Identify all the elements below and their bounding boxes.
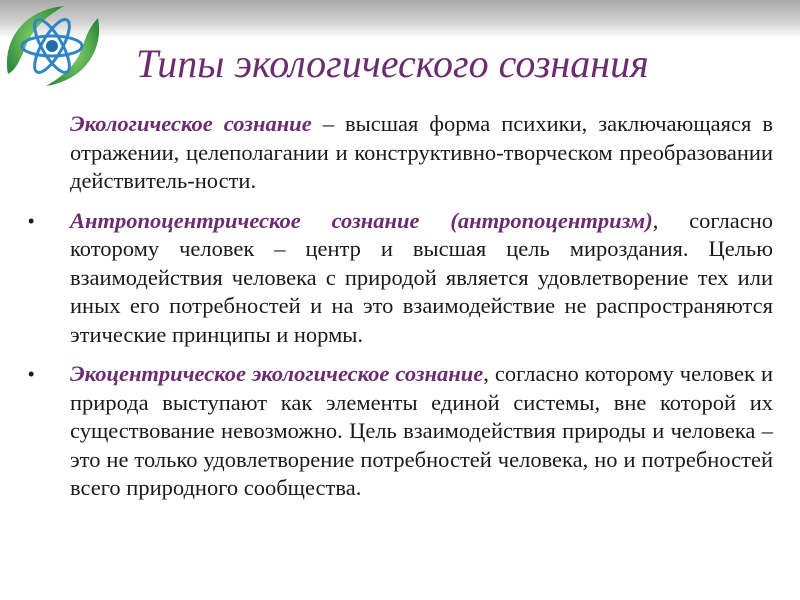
bullet-term: Антропоцентрическое сознание (антропоцентризм) (70, 207, 653, 233)
definition-text: – высшая форма психики, заключающаяся в отражении, целеполагании и конструктивно-творческом преобразовании действитель-ности. (70, 111, 773, 193)
header-gradient-bar (0, 0, 800, 38)
slide-title: Типы экологического сознания (136, 41, 649, 86)
definition-paragraph (70, 110, 773, 196)
bullet-marker-icon: • (28, 364, 35, 384)
bullet-item-ecocentric (28, 360, 773, 503)
bullet-term: Экоцентрическое экологическое сознание (70, 361, 484, 386)
bullet-text: , согласно которому человек и природа выступают как элементы единой системы, вне которой их существование невозможно. Цель взаимодействия природы и человека – это не только удовлетворение потребностей человека, но и потребностей всего природного сообщества. (70, 361, 773, 500)
bullet-item-anthropocentric (28, 207, 773, 350)
bullet-text: , согласно которому человек – центр и высшая цель мироздания. Целью взаимодействия человека с природой является удовлетворение тех или иных его потребностей и на это взаимодействие не распространяются этические принципы и нормы. (70, 207, 773, 347)
atom-leaf-logo-icon (0, 0, 104, 92)
slide-body (28, 110, 773, 514)
definition-term: Экологическое сознание (70, 111, 312, 136)
bullet-marker-icon: • (28, 210, 35, 231)
